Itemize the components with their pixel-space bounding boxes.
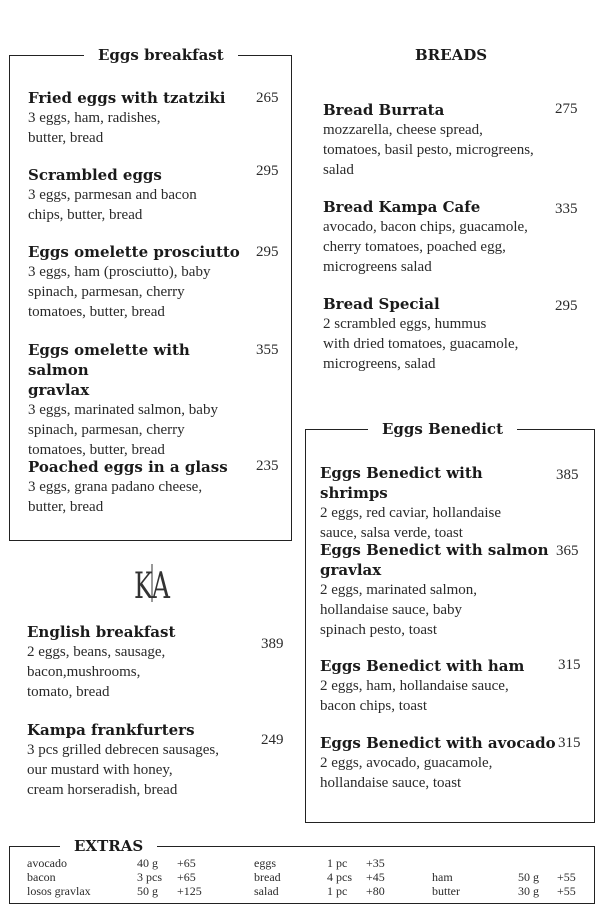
extra-qty: 50 g bbox=[518, 870, 539, 884]
eggs-benedict-title: Eggs Benedict bbox=[368, 420, 517, 438]
menu-item bbox=[27, 622, 257, 702]
item-name: Eggs Benedict with ham bbox=[320, 657, 525, 675]
extra-qty: 1 pc bbox=[327, 884, 348, 898]
menu-item bbox=[27, 720, 257, 800]
item-price: 249 bbox=[261, 732, 284, 748]
item-description: 3 eggs, grana padano cheese, butter, bread bbox=[28, 479, 203, 515]
item-description: 3 eggs, parmesan and bacon chips, butter, bread bbox=[28, 187, 197, 223]
item-description: 2 eggs, ham, hollandaise sauce, bacon chips, toast bbox=[320, 678, 509, 714]
item-name: Fried eggs with tzatziki bbox=[28, 89, 226, 107]
menu-item bbox=[323, 197, 553, 277]
extra-price: +35 bbox=[366, 856, 385, 870]
item-price: 315 bbox=[558, 735, 581, 751]
item-name: Eggs Benedict with salmon gravlax bbox=[320, 541, 549, 579]
item-description: 3 eggs, ham, radishes, butter, bread bbox=[28, 110, 161, 146]
extra-name: salad bbox=[254, 884, 279, 898]
extra-name: bread bbox=[254, 870, 281, 884]
menu-item bbox=[28, 165, 253, 225]
menu-item bbox=[323, 294, 553, 374]
extra-name: butter bbox=[432, 884, 460, 898]
item-price: 295 bbox=[256, 163, 279, 179]
item-price: 385 bbox=[556, 467, 579, 483]
item-price: 365 bbox=[556, 543, 579, 559]
item-price: 389 bbox=[261, 636, 284, 652]
item-name: Eggs Benedict with shrimps bbox=[320, 464, 483, 502]
item-name: Eggs omelette prosciutto bbox=[28, 243, 240, 261]
item-description: 2 eggs, red caviar, hollandaise sauce, salsa verde, toast bbox=[320, 505, 501, 541]
extra-price: +80 bbox=[366, 884, 385, 898]
item-name: Bread Kampa Cafe bbox=[323, 198, 481, 216]
item-description: 2 eggs, marinated salmon, hollandaise sauce, baby spinach pesto, toast bbox=[320, 582, 478, 638]
extras-title: EXTRAS bbox=[60, 837, 157, 855]
extra-name: bacon bbox=[27, 870, 56, 884]
item-description: 2 scrambled eggs, hummus with dried tomatoes, guacamole, microgreens, salad bbox=[323, 316, 519, 372]
menu-item bbox=[28, 88, 253, 148]
item-price: 265 bbox=[256, 90, 279, 106]
item-name: Poached eggs in a glass bbox=[28, 458, 228, 476]
extra-price: +125 bbox=[177, 884, 202, 898]
item-description: 3 eggs, marinated salmon, baby spinach, parmesan, cherry tomatoes, butter, bread bbox=[28, 402, 218, 458]
menu-item bbox=[320, 656, 552, 716]
extra-price: +55 bbox=[557, 870, 576, 884]
extra-qty: 3 pcs bbox=[137, 870, 162, 884]
item-name: Eggs omelette with salmon gravlax bbox=[28, 341, 190, 399]
breads-title: BREADS bbox=[415, 46, 488, 64]
item-description: avocado, bacon chips, guacamole, cherry tomatoes, poached egg, microgreens salad bbox=[323, 219, 528, 275]
extra-price: +45 bbox=[366, 870, 385, 884]
item-price: 335 bbox=[555, 201, 578, 217]
item-price: 295 bbox=[256, 244, 279, 260]
item-price: 275 bbox=[555, 101, 578, 117]
menu-item bbox=[320, 540, 552, 640]
item-price: 235 bbox=[256, 458, 279, 474]
menu-item bbox=[28, 242, 253, 322]
menu-item bbox=[320, 733, 556, 793]
extra-name: eggs bbox=[254, 856, 276, 870]
item-name: Bread Special bbox=[323, 295, 440, 313]
menu-item bbox=[28, 340, 253, 460]
item-name: Scrambled eggs bbox=[28, 166, 162, 184]
item-name: Kampa frankfurters bbox=[27, 721, 195, 739]
menu-item bbox=[323, 100, 553, 180]
extra-name: avocado bbox=[27, 856, 67, 870]
item-name: Bread Burrata bbox=[323, 101, 445, 119]
extra-price: +55 bbox=[557, 884, 576, 898]
extra-qty: 1 pc bbox=[327, 856, 348, 870]
item-description: 2 eggs, beans, sausage, bacon,mushrooms, tomato, bread bbox=[27, 644, 166, 700]
extra-qty: 40 g bbox=[137, 856, 158, 870]
item-description: 3 pcs grilled debrecen sausages, our mustard with honey, cream horseradish, bread bbox=[27, 742, 220, 798]
extras-section bbox=[9, 837, 595, 904]
extra-qty: 30 g bbox=[518, 884, 539, 898]
item-description: 3 eggs, ham (prosciutto), baby spinach, parmesan, cherry tomatoes, butter, bread bbox=[28, 264, 211, 320]
extra-qty: 4 pcs bbox=[327, 870, 352, 884]
kampa-logo bbox=[130, 562, 174, 607]
item-description: 2 eggs, avocado, guacamole, hollandaise sauce, toast bbox=[320, 755, 493, 791]
item-name: English breakfast bbox=[27, 623, 176, 641]
extra-price: +65 bbox=[177, 870, 196, 884]
menu-item bbox=[320, 463, 552, 543]
extra-qty: 50 g bbox=[137, 884, 158, 898]
item-name: Eggs Benedict with avocado bbox=[320, 734, 556, 752]
item-price: 295 bbox=[555, 298, 578, 314]
item-price: 355 bbox=[256, 342, 279, 358]
item-price: 315 bbox=[558, 657, 581, 673]
menu-item bbox=[28, 457, 253, 517]
extra-name: losos gravlax bbox=[27, 884, 91, 898]
extra-name: ham bbox=[432, 870, 453, 884]
extra-price: +65 bbox=[177, 856, 196, 870]
logo-text: KA bbox=[134, 566, 171, 607]
eggs-breakfast-title: Eggs breakfast bbox=[84, 46, 238, 64]
item-description: mozzarella, cheese spread, tomatoes, basil pesto, microgreens, salad bbox=[323, 122, 534, 178]
